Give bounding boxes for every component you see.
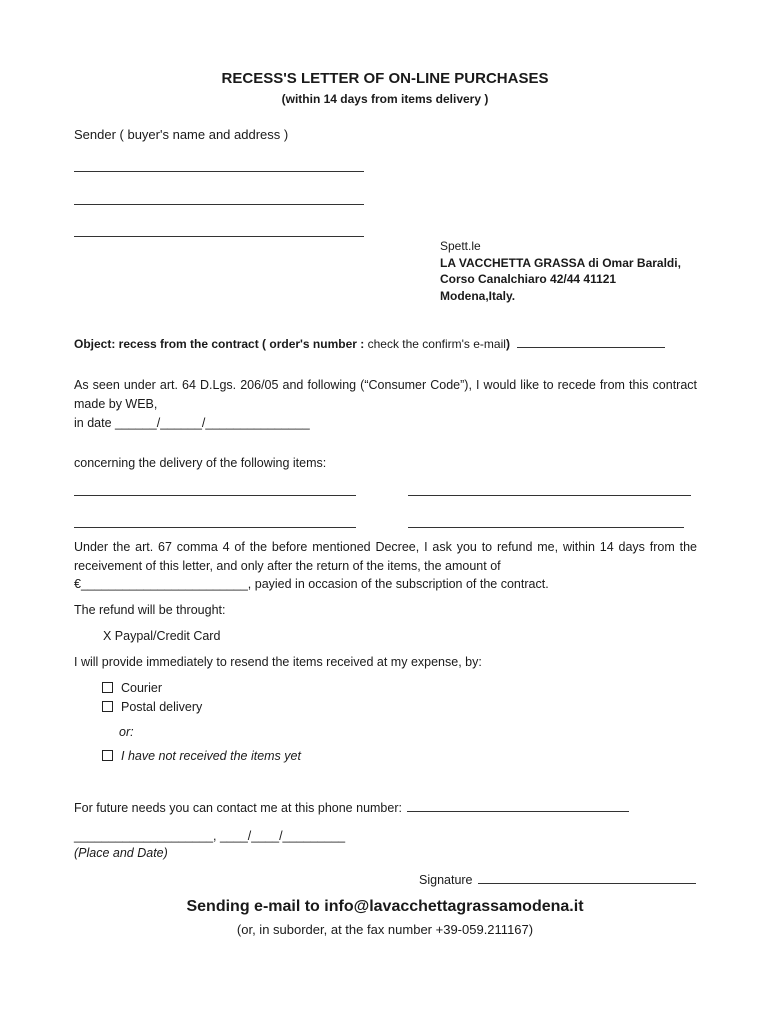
refund-text: Under the art. 67 comma 4 of the before mentioned Decree, I ask you to refund me, within 14 days from the receivement of this letter, and only after the return of the items, the amount of xyxy=(74,540,697,573)
items-label: concerning the delivery of the following items: xyxy=(74,456,327,470)
signature-field xyxy=(419,873,696,887)
option-postal[interactable] xyxy=(102,700,202,714)
place-date-field[interactable]: ____________________, ____/____/_________ xyxy=(74,829,346,843)
order-number-field[interactable] xyxy=(517,346,665,348)
document-subtitle: (within 14 days from items delivery ) xyxy=(281,92,489,106)
refund-amount-field[interactable]: €________________________, payied in occasion of the subscription of the contract. xyxy=(74,577,549,591)
phone-field xyxy=(74,801,629,815)
recipient-street: Corso Canalchiaro 42/44 41121 xyxy=(440,272,617,286)
object-line xyxy=(74,337,665,351)
object-hint: check the confirm's e-mail xyxy=(364,337,506,351)
option-not-received[interactable] xyxy=(102,749,301,763)
fax-instruction: (or, in suborder, at the fax number +39-059.211167) xyxy=(236,922,534,937)
not-received-label: I have not received the items yet xyxy=(121,749,301,763)
sender-label: Sender ( buyer's name and address ) xyxy=(74,127,289,142)
courier-label: Courier xyxy=(121,681,162,695)
option-courier[interactable] xyxy=(102,681,162,695)
not-received-checkbox[interactable] xyxy=(102,750,113,761)
recipient-city: Modena,Italy. xyxy=(440,289,516,303)
signature-label: Signature xyxy=(419,873,473,887)
phone-input-line[interactable] xyxy=(407,810,629,812)
recipient-salutation: Spett.le xyxy=(440,239,481,253)
postal-label: Postal delivery xyxy=(121,700,203,714)
object-label: Object: recess from the contract ( order's number : xyxy=(74,337,365,351)
sender-line-2[interactable] xyxy=(74,204,364,205)
refund-through-label: The refund will be throught: xyxy=(74,603,226,617)
date-field[interactable]: in date ______/______/_______________ xyxy=(74,416,310,430)
recipient-company: LA VACCHETTA GRASSA di Omar Baraldi, xyxy=(440,256,681,270)
phone-label: For future needs you can contact me at this phone number: xyxy=(74,801,402,815)
postal-checkbox[interactable] xyxy=(102,701,113,712)
recess-paragraph: As seen under art. 64 D.Lgs. 206/05 and following (“Consumer Code”), I would like to recede from this contract made by WEB, xyxy=(74,378,697,411)
place-date-caption: (Place and Date) xyxy=(74,846,168,860)
document-title: RECESS'S LETTER OF ON-LINE PURCHASES xyxy=(221,70,549,87)
object-close: ) xyxy=(505,337,510,351)
courier-checkbox[interactable] xyxy=(102,682,113,693)
refund-paragraph xyxy=(74,538,697,576)
sender-line-3[interactable] xyxy=(74,236,364,237)
item-line-2[interactable] xyxy=(408,495,691,496)
resend-label: I will provide immediately to resend the items received at my expense, by: xyxy=(74,655,482,669)
item-line-4[interactable] xyxy=(408,527,684,528)
sender-line-1[interactable] xyxy=(74,171,364,172)
signature-line[interactable] xyxy=(478,882,696,884)
item-line-3[interactable] xyxy=(74,527,356,528)
refund-method: X Paypal/Credit Card xyxy=(103,629,221,643)
email-instruction: Sending e-mail to info@lavacchettagrassamodena.it xyxy=(186,898,584,915)
or-label: or: xyxy=(119,725,134,739)
item-line-1[interactable] xyxy=(74,495,356,496)
